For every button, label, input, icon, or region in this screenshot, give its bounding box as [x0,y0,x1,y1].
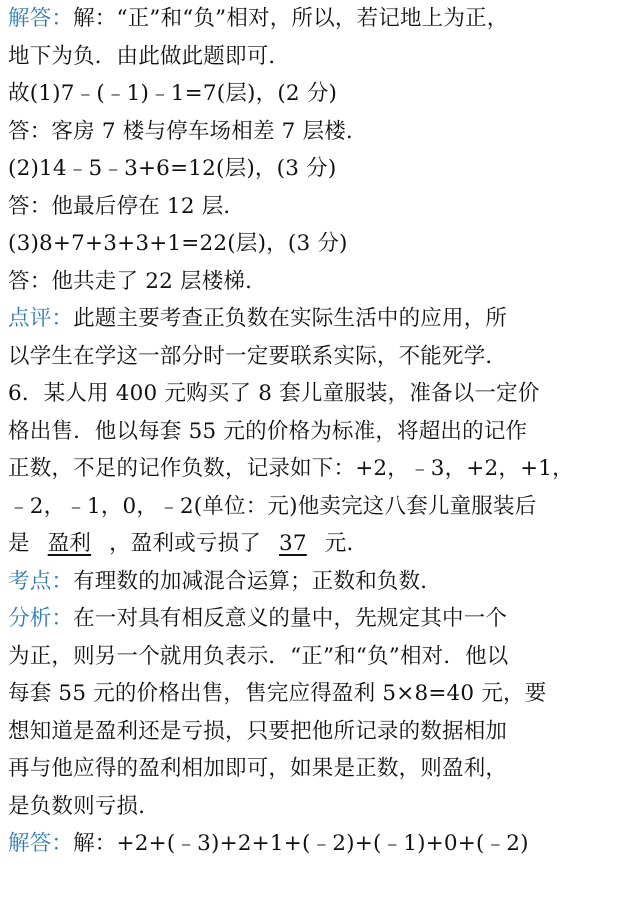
text-line [8,488,634,526]
text-line [8,413,634,451]
text-line [8,563,634,601]
line-text: 想知道是盈利还是亏损，只要把他所记录的数据相加 [8,718,508,744]
text-line [8,263,634,301]
text-line [8,750,634,788]
line-text: 以学生在学这一部分时一定要联系实际，不能死学． [8,343,508,369]
text-line [8,713,634,751]
text-line [8,113,634,151]
text-line [8,600,634,638]
line-text: 格出售．他以每套 55 元的价格为标准，将超出的记作 [8,418,528,444]
solution-block [8,0,634,525]
line-text: 6．某人用 400 元购买了 8 套儿童服装，准备以一定价 [8,381,540,406]
section-tag: 解答： [8,831,74,856]
fill-middle: ，盈利或亏损了 [109,531,262,556]
line-text: ﹣2，﹣1，0，﹣2(单位：元)他卖完这八套儿童服装后 [8,493,537,519]
line-text: 在一对具有相反意义的量中，先规定其中一个 [73,606,508,631]
fill-in-line [8,525,634,563]
section-tag: 考点： [8,568,74,594]
line-text: 故(1)7﹣(﹣1)﹣1=7(层)，(2 分) [8,81,338,106]
text-line [8,338,634,376]
line-text: 答：他最后停在 12 层． [8,193,246,219]
text-line [8,0,634,38]
analysis-block [8,563,634,863]
line-text: 答：他共走了 22 层楼梯． [8,268,267,294]
text-line [8,675,634,713]
text-line [8,225,634,263]
text-line [8,150,634,188]
text-line [8,450,634,488]
line-text: 是负数则亏损． [8,793,160,819]
text-line [8,825,634,863]
line-text: 每套 55 元的价格出售，售完应得盈利 5×8=40 元，要 [8,681,547,706]
text-line [8,188,634,226]
fill-before: 是 [8,531,30,556]
line-text: 解：+2+(﹣3)+2+1+(﹣2)+(﹣1)+0+(﹣2) [73,831,529,856]
line-text: 有理数的加减混合运算；正数和负数． [73,568,443,594]
line-text: 解：“正”和“负”相对，所以，若记地上为正， [73,6,509,31]
text-line [8,300,634,338]
section-tag: 点评： [8,306,74,331]
text-line [8,38,634,76]
section-tag: 解答： [8,6,74,31]
section-tag: 分析： [8,606,74,631]
text-line [8,75,634,113]
fill-after: 元． [324,531,369,556]
line-text: 地下为负．由此做此题即可． [8,43,291,69]
line-text: 答：客房 7 楼与停车场相差 7 层楼． [8,118,368,144]
text-line [8,638,634,676]
line-text: 此题主要考查正负数在实际生活中的应用，所 [73,306,508,331]
line-text: 为正，则另一个就用负表示．“正”和“负”相对．他以 [8,643,509,669]
line-text: 再与他应得的盈利相加即可，如果是正数，则盈利， [8,756,508,781]
answer-blank-2: 37 [279,531,307,556]
line-text: 正数，不足的记作负数，记录如下：+2，﹣3，+2，+1， [8,456,574,481]
text-line [8,375,634,413]
text-line [8,788,634,826]
answer-blank-1: 盈利 [47,531,92,556]
line-text: (3)8+7+3+3+1=22(层)，(3 分) [8,231,348,256]
line-text: (2)14﹣5﹣3+6=12(层)，(3 分) [8,156,337,181]
